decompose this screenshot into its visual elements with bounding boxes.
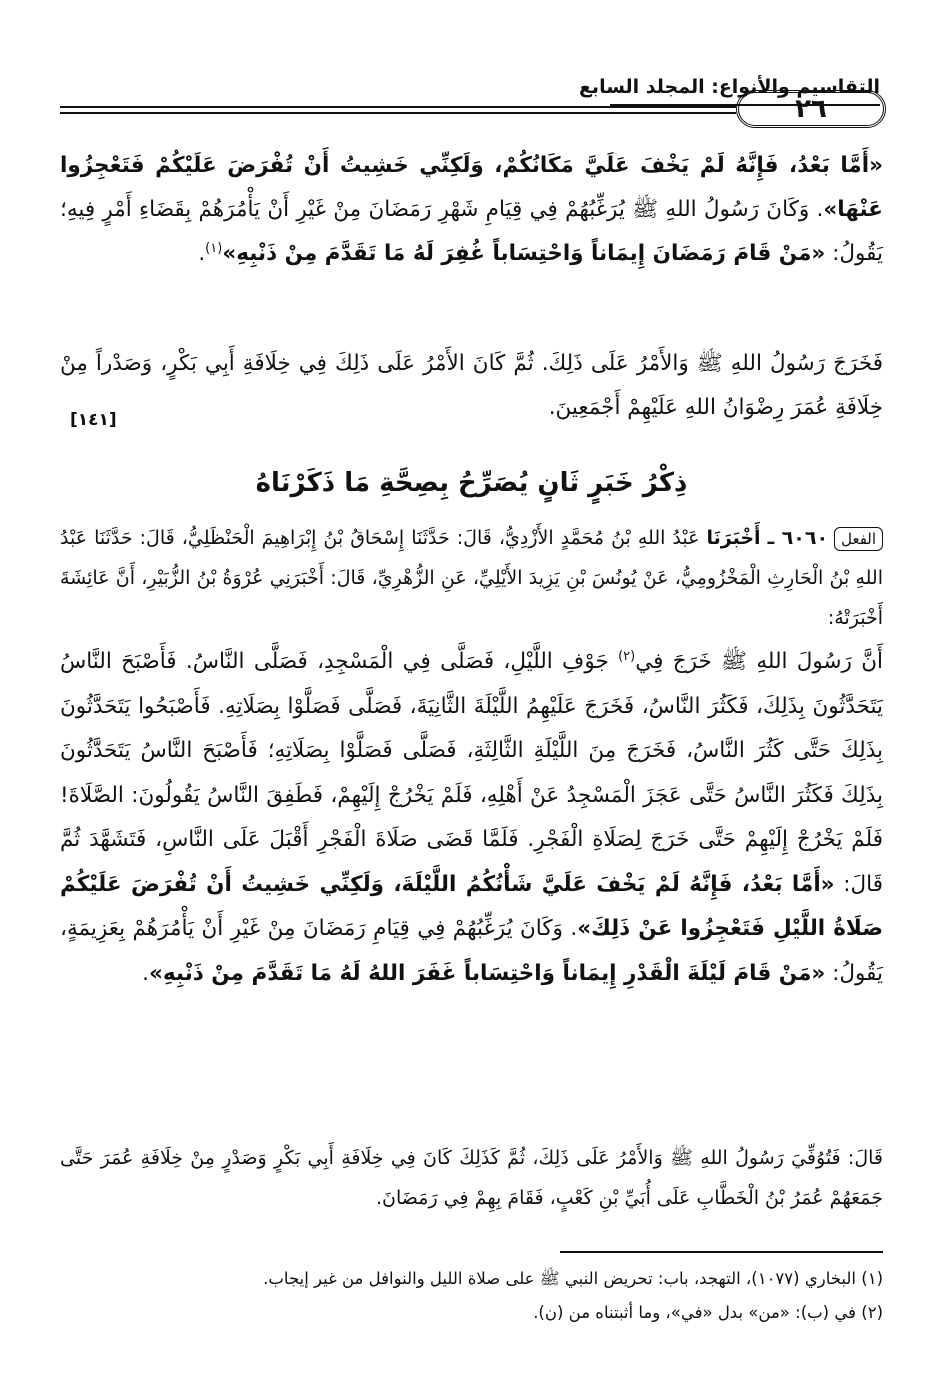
akhbarana: أَخْبَرَنَا (706, 527, 761, 549)
section-heading: ذِكْرُ خَبَرٍ ثَانٍ يُصَرِّحُ بِصِحَّةِ مَا ذَكَرْنَاهُ (255, 468, 688, 498)
footnotes (60, 1262, 883, 1330)
hadith-badge: الفعل (834, 527, 883, 551)
hadith-6060 (60, 518, 883, 638)
hadith-isnad: عَبْدُ اللهِ بْنُ مُحَمَّدٍ الأَزْدِيُّ، قَالَ: حَدَّثَنَا إِسْحَاقُ بْنُ إِبْرَاهِيمَ الْحَنْظَلِيُّ، قَالَ: حَدَّثَنَا عَبْدُ اللهِ بْنُ الْحَارِثِ الْمَخْزُومِيُّ، عَنْ يُونُسَ بْنِ يَزِيدَ الأَيْلِيِّ، عَنِ الزُّهْرِيِّ، قَالَ: أَخْبَرَنِي عُرْوَةُ بْنُ الزُّبَيْرِ، أَنَّ عَائِشَةَ أَخْبَرَتْهُ: (60, 527, 883, 629)
hadith-matn-1: أَنَّ رَسُولَ اللهِ ﷺ خَرَجَ فِي (635, 649, 883, 674)
header-rule-right (60, 106, 736, 108)
footnote-ref-2[interactable]: (٢) (618, 648, 636, 664)
hadith-matn-2: جَوْفِ اللَّيْلِ، فَصَلَّى فِي الْمَسْجِدِ، فَصَلَّى النَّاسُ. فَأَصْبَحَ النَّاسُ يَتَحَدَّثُونَ بِذَلِكَ، فَكَثُرَ النَّاسُ، فَخَرَجَ عَلَيْهِمُ اللَّيْلَةَ الثَّانِيَةَ، فَصَلَّى فَصَلَّوْا بِصَلَاتِهِ. فَأَصْبَحُوا يَتَحَدَّثُونَ بِذَلِكَ حَتَّى كَثُرَ النَّاسُ، فَخَرَجَ مِنَ اللَّيْلَةِ الثَّالِثَةِ، فَصَلَّى فَصَلَّوْا بِصَلَاتِهِ؛ فَأَصْبَحَ النَّاسُ يَتَحَدَّثُونَ بِذَلِكَ فَكَثُرَ النَّاسُ حَتَّى عَجَزَ الْمَسْجِدُ عَنْ أَهْلِهِ، فَلَمْ يَخْرُجْ إِلَيْهِمْ، فَطَفِقَ النَّاسُ يَقُولُونَ: الصَّلَاةَ! فَلَمْ يَخْرُجْ إِلَيْهِمْ حَتَّى خَرَجَ لِصَلَاةِ الْفَجْرِ. فَلَمَّا قَضَى صَلَاةَ الْفَجْرِ أَقْبَلَ عَلَى النَّاسِ، فَتَشَهَّدَ ثُمَّ قَالَ: (60, 649, 883, 897)
paragraph-1-text: . وَكَانَ رَسُولُ اللهِ ﷺ يُرَغِّبُهُمْ فِي قِيَامِ شَهْرِ رَمَضَانَ مِنْ غَيْرِ أَنْ يَأْمُرَهُمْ بِقَضَاءِ أَمْرٍ فِيهِ؛ يَقُولُ: (60, 197, 883, 266)
paragraph-last (60, 1138, 883, 1218)
footnote-1: (١) البخاري (١٠٧٧)، التهجد، باب: تحريض النبي ﷺ على صلاة الليل والنوافل من غير إيجاب. (263, 1269, 883, 1288)
paragraph-1-end: . (198, 241, 206, 266)
paragraph-last-text: قَالَ: فَتُوُفِّيَ رَسُولُ اللهِ ﷺ وَالأَمْرُ عَلَى ذَلِكَ، ثُمَّ كَذَلِكَ كَانَ فِي خِلَافَةِ أَبِي بَكْرٍ وَصَدْرٍ مِنْ خِلَافَةِ عُمَرَ حَتَّى جَمَعَهُمْ عُمَرُ بْنُ الْخَطَّابِ عَلَى أُبَيِّ بْنِ كَعْبٍ، فَقَامَ بِهِمْ فِي رَمَضَانَ. (60, 1147, 883, 1209)
paragraph-2-text: فَخَرَجَ رَسُولُ اللهِ ﷺ وَالأَمْرُ عَلَى ذَلِكَ. ثُمَّ كَانَ الأَمْرُ عَلَى ذَلِكَ فِي خِلَافَةِ أَبِي بَكْرٍ، وَصَدْراً مِنْ خِلَافَةِ عُمَرَ رِضْوَانُ اللهِ عَلَيْهِمْ أَجْمَعِينَ. (60, 351, 883, 420)
footnote-ref-1[interactable]: (١) (205, 240, 223, 256)
header-rule-right-2 (60, 112, 736, 114)
hadith-quote-opening: «أَمَّا بَعْدُ، فَإِنَّهُ لَمْ يَخْفَ عَلَيَّ مَكَانُكُمْ، وَلَكِنِّي خَشِيتُ أَنْ تُفْرَضَ عَلَيْكُمْ فَتَعْجِزُوا عَنْهَا» (60, 153, 883, 222)
hadith-matn-3: . وَكَانَ يُرَغِّبُهُمْ فِي قِيَامِ رَمَضَانَ مِنْ غَيْرِ أَنْ يَأْمُرَهُمْ بِعَزِيمَةٍ، يَقُولُ: (60, 916, 883, 986)
hadith-matn-end: . (142, 960, 149, 986)
header-title: التقاسيم والأنواع: المجلد السابع (578, 76, 880, 98)
hadith-number: ٦٠٦٠ ـ (767, 527, 829, 549)
footnote-2: (٢) في (ب): «من» بدل «في»، وما أثبتناه من (ن). (533, 1303, 883, 1322)
hadith-matn (60, 640, 883, 996)
hadith-quote-ramadan: «مَنْ قَامَ رَمَضَانَ إِيمَاناً وَاحْتِسَاباً غُفِرَ لَهُ مَا تَقَدَّمَ مِنْ ذَنْبِهِ» (222, 241, 826, 266)
page-number: ٢٦ (736, 90, 886, 128)
running-header (60, 72, 880, 132)
paragraph-1 (60, 144, 883, 276)
paragraph-2 (60, 342, 883, 430)
hadith-quote-amma-bad: «أَمَّا بَعْدُ، فَإِنَّهُ لَمْ يَخْفَ عَلَيَّ شَأْنُكُمُ اللَّيْلَةَ، وَلَكِنِّي خَشِيتُ أَنْ تُفْرَضَ عَلَيْكُمْ صَلَاةُ اللَّيْلِ فَتَعْجِزُوا عَنْ ذَلِكَ» (60, 871, 884, 941)
footnote-separator (560, 1251, 883, 1253)
hadith-reference-number: [١٤١] (70, 410, 117, 430)
hadith-quote-laylat-alqadr: «مَنْ قَامَ لَيْلَةَ الْقَدْرِ إِيمَاناً وَاحْتِسَاباً غَفَرَ اللهُ لَهُ مَا تَقَدَّمَ مِنْ ذَنْبِهِ» (149, 960, 826, 986)
